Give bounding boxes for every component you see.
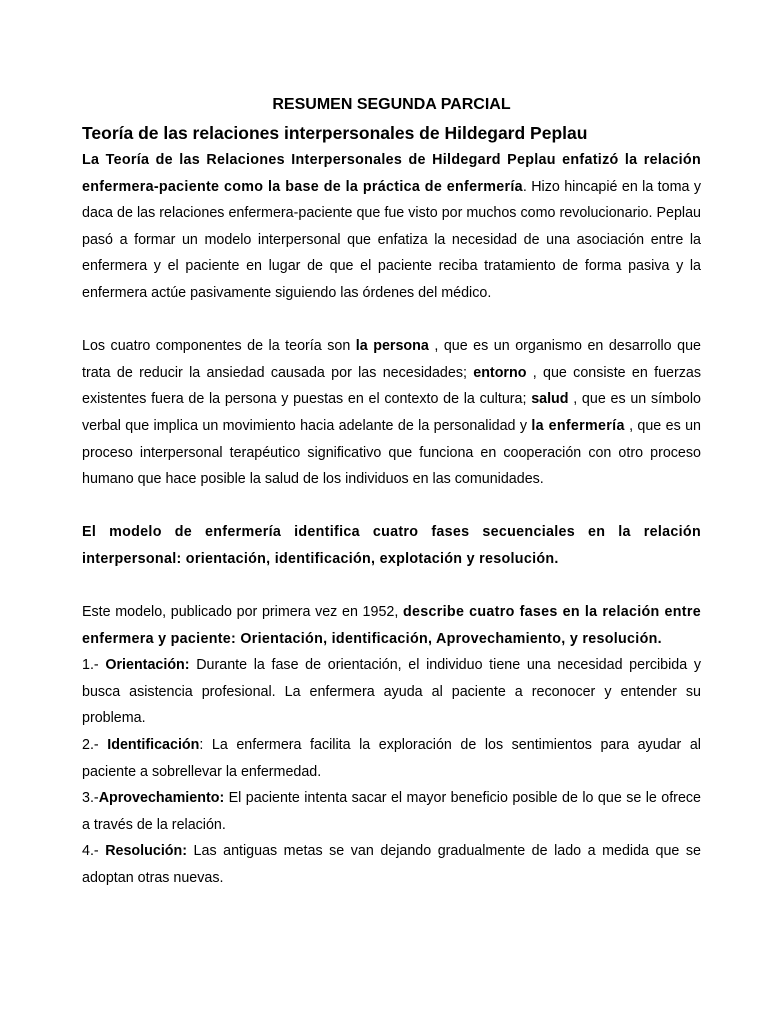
intro-text: . Hizo hincapié en la toma y daca de las relaciones enfermera-paciente que fue visto por muchos como revolucionario. Peplau pasó a formar un modelo interpersonal que enfatiza la necesidad de una asociación entre la enfermera y el paciente en lugar de que el paciente reciba tratamiento de forma pasiva y la enfermera actúe pasivamente siguiendo las órdenes del médico. bbox=[82, 178, 701, 301]
model-text: Este modelo, publicado por primera vez en 1952, bbox=[82, 604, 403, 621]
list-item-label: Aprovechamiento: bbox=[98, 790, 225, 807]
list-item-aprovechamiento bbox=[82, 785, 701, 838]
components-text-3: , que consiste en fuerzas existentes fuera de la persona y puestas en el contexto de la cultura; bbox=[82, 364, 701, 408]
list-item-number: 4.- bbox=[82, 843, 106, 860]
term-persona: la persona bbox=[355, 338, 429, 355]
paragraph-components bbox=[82, 333, 701, 493]
components-text-5: , que es un proceso interpersonal terapéutico significativo que funciona en cooperación con otro proceso humano que hace posible la salud de los individuos en las comunidades. bbox=[82, 417, 701, 488]
term-entorno: entorno bbox=[473, 364, 527, 381]
list-item-number: 2.- bbox=[82, 737, 108, 754]
components-text-4: , que es un símbolo verbal que implica un movimiento hacia adelante de la personalidad y bbox=[82, 391, 701, 434]
paragraph-intro bbox=[82, 147, 701, 307]
list-item-text: Durante la fase de orientación, el individuo tiene una necesidad percibida y busca asistencia profesional. La enfermera ayuda al paciente a reconocer y entender su problema. bbox=[82, 657, 701, 727]
list-item-text: : La enfermera facilita la exploración de los sentimientos para ayudar al paciente a sobrellevar la enfermedad. bbox=[82, 737, 701, 780]
model-bold-text: describe cuatro fases en la relación entre enfermera y paciente: Orientación, identificación, Aprovechamiento, y resolución. bbox=[82, 604, 701, 647]
list-item-number: 1.- bbox=[82, 657, 106, 674]
list-item-text: Las antiguas metas se van dejando gradualmente de lado a medida que se adoptan otras nuevas. bbox=[82, 843, 701, 887]
list-item-number: 3.- bbox=[82, 790, 99, 807]
term-salud: salud bbox=[531, 391, 569, 408]
document-subtitle: Teoría de las relaciones interpersonales de Hildegard Peplau bbox=[82, 123, 588, 143]
list-item-resolucion bbox=[82, 838, 701, 891]
list-item-label: Resolución: bbox=[105, 843, 188, 860]
list-item-label: Orientación: bbox=[105, 657, 190, 674]
list-item-orientacion bbox=[82, 652, 701, 732]
term-enfermeria: la enfermería bbox=[531, 417, 625, 434]
components-text-2: , que es un organismo en desarrollo que trata de reducir la ansiedad causada por las necesidades; bbox=[82, 338, 701, 381]
document-title: RESUMEN SEGUNDA PARCIAL bbox=[272, 96, 511, 113]
list-item-identificacion bbox=[82, 732, 701, 785]
list-item-text: El paciente intenta sacar el mayor beneficio posible de lo que se le ofrece a través de la relación. bbox=[82, 790, 701, 833]
components-text-1: Los cuatro componentes de la teoría son bbox=[82, 338, 356, 355]
list-item-label: Identificación bbox=[107, 737, 200, 754]
paragraph-model bbox=[82, 599, 701, 652]
intro-bold-text: La Teoría de las Relaciones Interpersonales de Hildegard Peplau enfatizó la relación enfermera-paciente como la base de la práctica de enfermería bbox=[82, 152, 701, 195]
paragraph-phases-summary bbox=[82, 519, 701, 572]
phases-summary-bold: El modelo de enfermería identifica cuatro fases secuenciales en la relación interpersonal: orientación, identificación, explotación y resolución. bbox=[82, 524, 701, 567]
